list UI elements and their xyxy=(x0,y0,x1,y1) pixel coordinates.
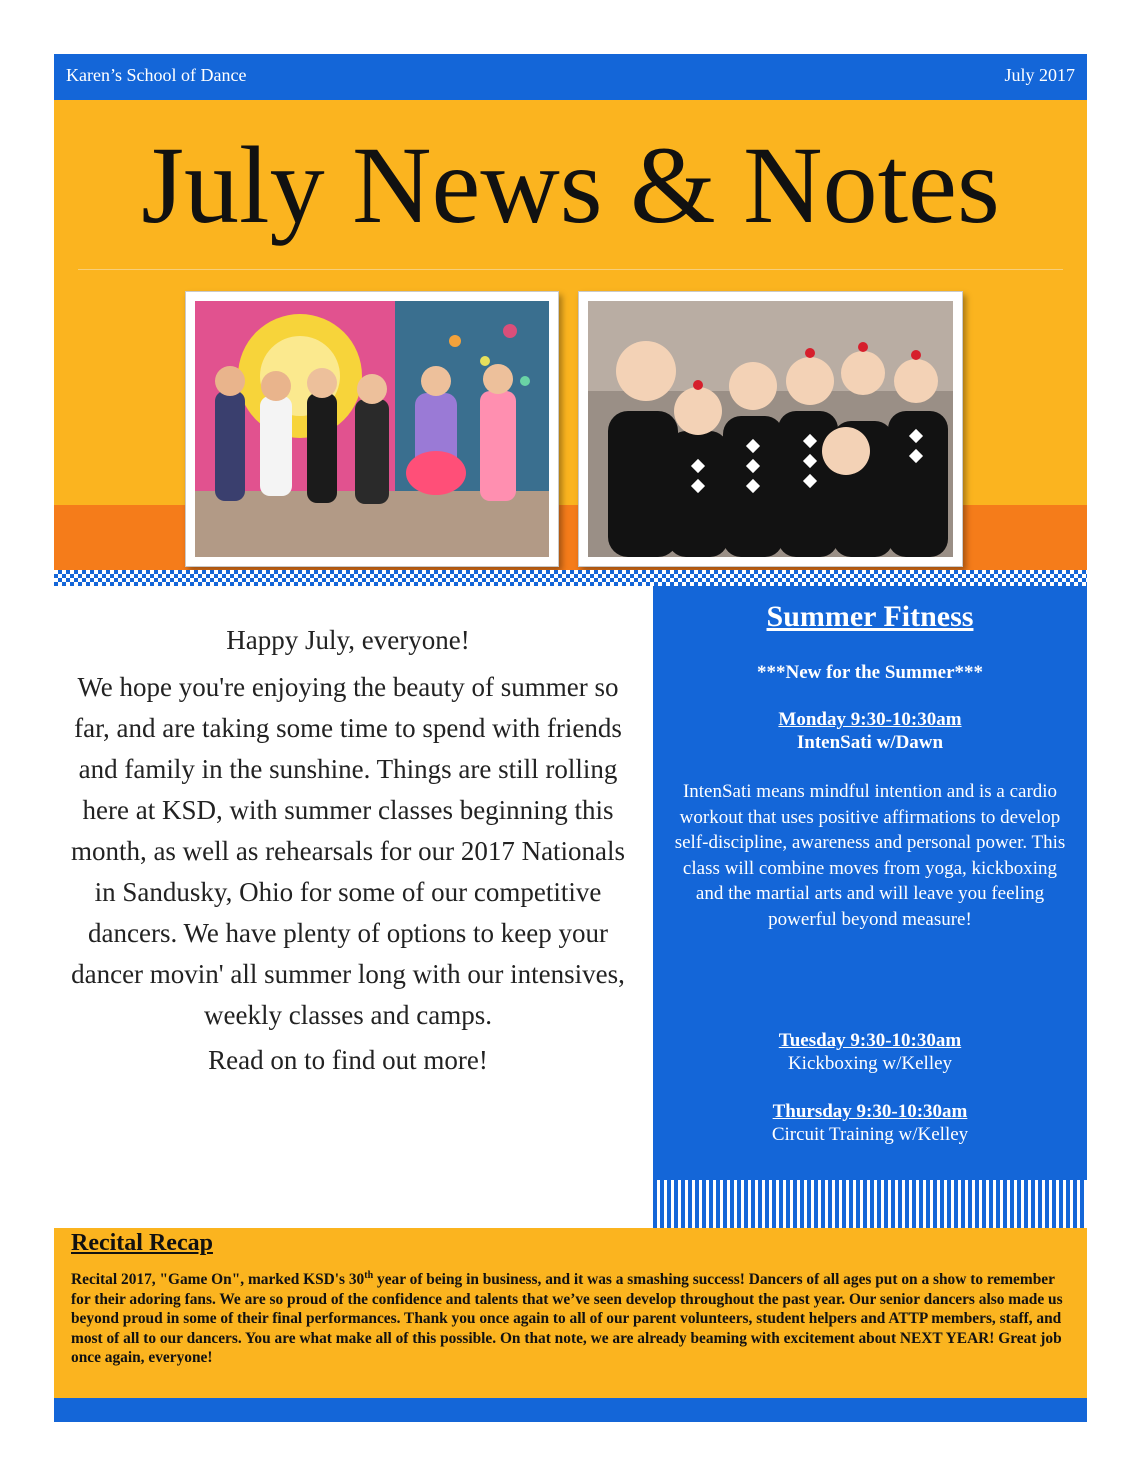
monday-class-name: IntenSati w/Dawn xyxy=(796,732,944,753)
tuesday-day: Tuesday 9:30-10:30am xyxy=(778,1030,962,1051)
fitness-title: Summer Fitness xyxy=(766,600,974,633)
intro-message xyxy=(68,620,628,1085)
monday-class xyxy=(673,708,1067,754)
tuesday-class xyxy=(673,1029,1067,1075)
thursday-class-name: Circuit Training w/Kelley xyxy=(771,1124,969,1145)
recital-body-part2: year of being in business, and it was a smashing success! Dancers of all ages put on a show to remember for their adoring fans. We are so proud of the confidence and talents that we’ve seen develop throughout the past year. Our senior dancers also made us beyond proud in some of their final performances. Thank you once again to all of our parent volunteers, student helpers and ATTP members, staff, and most of all to our dancers. You are what make all of this possible. On that note, we are already beaming with excitement about NEXT YEAR! Great job once again, everyone! xyxy=(71,1271,1063,1367)
thursday-class xyxy=(673,1100,1067,1146)
competition-dancers-photo xyxy=(578,291,963,567)
recital-body-part1: Recital 2017, "Game On", marked KSD's 30 xyxy=(71,1271,365,1289)
tuesday-class-name: Kickboxing w/Kelley xyxy=(787,1053,953,1074)
monday-day: Monday 9:30-10:30am xyxy=(778,709,962,730)
top-header-bar xyxy=(54,54,1087,100)
photo-illustration-2 xyxy=(588,301,953,557)
summer-fitness-panel xyxy=(653,586,1087,1180)
newsletter-title: July News & Notes xyxy=(141,124,1000,246)
title-divider xyxy=(78,269,1063,270)
checkered-divider xyxy=(54,570,1087,586)
monday-description: IntenSati means mindful intention and is a cardio workout that uses positive affirmations to develop self-discipline, awareness and personal power. This class will combine moves from yoga, kickboxing and the martial arts and will leave you feeling powerful beyond measure! xyxy=(674,781,1066,930)
striped-divider xyxy=(653,1180,1087,1228)
photo-illustration-1 xyxy=(195,301,549,557)
issue-date: July 2017 xyxy=(1004,65,1075,85)
thursday-day: Thursday 9:30-10:30am xyxy=(772,1101,968,1122)
intro-closing: Read on to find out more! xyxy=(208,1045,488,1075)
fitness-subtitle: ***New for the Summer*** xyxy=(756,662,984,683)
bottom-bar xyxy=(54,1398,1087,1422)
recital-body xyxy=(71,1266,1071,1368)
school-name: Karen’s School of Dance xyxy=(66,65,247,85)
recital-recap-section xyxy=(54,1228,1087,1398)
intro-body: We hope you're enjoying the beauty of summer so far, and are taking some time to spend with friends and family in the sunshine. Things are still rolling here at KSD, with summer classes beginning this month, as well as rehearsals for our 2017 Nationals in Sandusky, Ohio for some of our competitive dancers. We have plenty of options to keep your dancer movin' all summer long with our intensives, weekly classes and camps. xyxy=(70,672,626,1030)
recital-title: Recital Recap xyxy=(71,1230,213,1256)
recital-body-sup: th xyxy=(364,1270,374,1281)
title-banner xyxy=(54,100,1087,570)
young-dancers-masks-photo xyxy=(185,291,559,567)
intro-greeting: Happy July, everyone! xyxy=(226,625,470,655)
